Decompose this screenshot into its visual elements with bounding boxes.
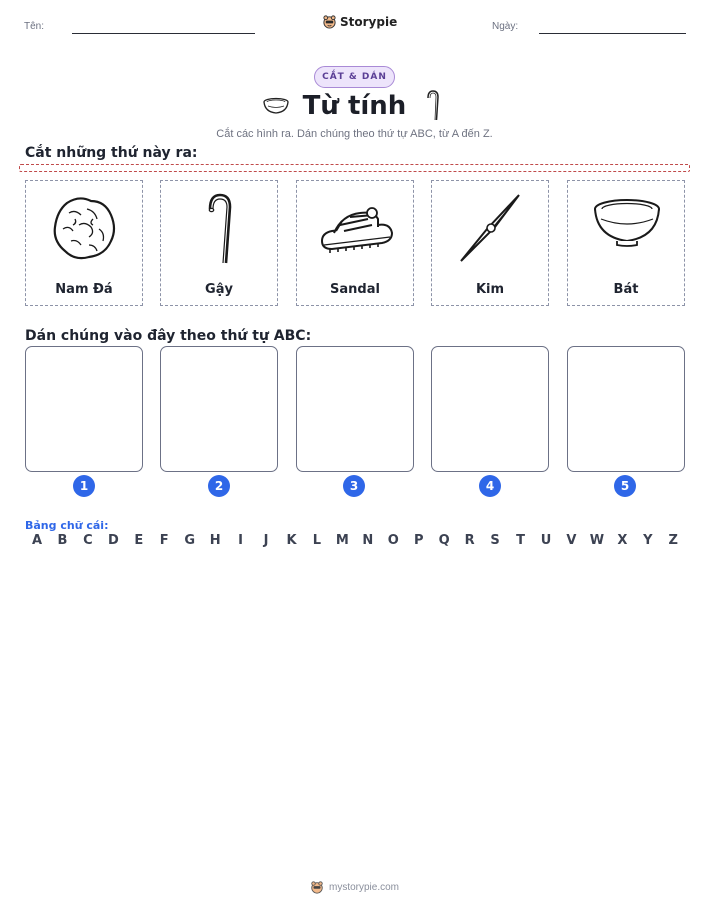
alphabet-letter: M (335, 533, 349, 548)
paste-slot-4[interactable] (431, 346, 549, 472)
slot-number-2: 2 (208, 475, 230, 497)
slot-number-3: 3 (343, 475, 365, 497)
alphabet-letter: G (184, 533, 196, 548)
alphabet-letter: I (238, 533, 244, 548)
storypie-mascot-icon (322, 14, 337, 29)
cut-line (19, 164, 690, 172)
date-line (539, 33, 686, 34)
alphabet-letter: B (57, 533, 68, 548)
alphabet-letter: Y (643, 533, 653, 548)
page-title: Từ tính (302, 91, 407, 121)
cut-card-sandal[interactable] (296, 180, 414, 306)
cut-card-label: Bát (613, 282, 639, 297)
alphabet-letter: W (589, 533, 605, 548)
sandal-icon (316, 189, 396, 269)
activity-badge: CẮT & DÁN (314, 66, 395, 88)
brand-logo (322, 14, 397, 29)
name-line (72, 33, 255, 34)
paste-slot-2[interactable] (160, 346, 278, 472)
cut-card-cane[interactable] (160, 180, 278, 306)
slot-number-1: 1 (73, 475, 95, 497)
alphabet-letter: K (286, 533, 297, 548)
alphabet-letter: V (566, 533, 577, 548)
date-label: Ngày: (492, 21, 519, 32)
alphabet-letter: R (464, 533, 475, 548)
alphabet-letter: Q (438, 533, 450, 548)
alphabet-letter: O (387, 533, 399, 548)
slot-number-5: 5 (614, 475, 636, 497)
alphabet-heading: Bảng chữ cái: (25, 519, 109, 532)
alphabet-letter: S (490, 533, 500, 548)
brand-name: Storypie (340, 14, 398, 29)
cut-card-label: Sandal (330, 282, 380, 297)
cut-card-label: Nam Đá (55, 282, 113, 297)
alphabet-letter: T (516, 533, 525, 548)
cane-icon (424, 89, 442, 123)
slot-number-4: 4 (479, 475, 501, 497)
cut-card-needle[interactable] (431, 180, 549, 306)
lodestone-icon (45, 189, 125, 269)
alphabet-letter: A (31, 533, 43, 548)
alphabet-letter: X (617, 533, 628, 548)
alphabet-letter: C (83, 533, 93, 548)
bowl-icon (587, 189, 667, 269)
footer-url: mystorypie.com (328, 881, 399, 893)
paste-slot-5[interactable] (567, 346, 685, 472)
storypie-mascot-icon (310, 880, 324, 894)
paste-slot-1[interactable] (25, 346, 143, 472)
cut-card-label: Gậy (205, 282, 233, 297)
paste-slot-3[interactable] (296, 346, 414, 472)
compass-needle-icon (451, 189, 531, 269)
paste-heading: Dán chúng vào đây theo thứ tự ABC: (25, 328, 312, 344)
cut-card-lodestone[interactable] (25, 180, 143, 306)
alphabet-letter: P (413, 533, 424, 548)
instructions: Cắt các hình ra. Dán chúng theo thứ tự ABC, từ A đến Z. (216, 128, 493, 140)
alphabet-letter: D (107, 533, 119, 548)
cut-heading: Cắt những thứ này ra: (25, 145, 198, 161)
footer (0, 880, 709, 894)
alphabet-letter: F (159, 533, 169, 548)
alphabet-letter: J (263, 533, 269, 548)
alphabet-letter: Z (668, 533, 678, 548)
name-label: Tên: (24, 21, 45, 32)
alphabet-letter: H (209, 533, 221, 548)
cane-icon (180, 189, 260, 269)
alphabet-letter: L (312, 533, 322, 548)
cut-card-label: Kim (475, 282, 505, 297)
alphabet-letter: E (134, 533, 144, 548)
alphabet-letter: N (362, 533, 374, 548)
alphabet-letter: U (540, 533, 552, 548)
cut-card-bowl[interactable] (567, 180, 685, 306)
